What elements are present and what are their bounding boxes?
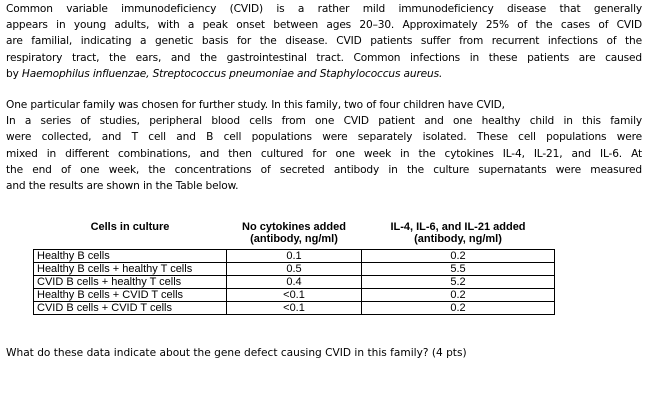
- cell-type: Healthy B cells + healthy T cells: [34, 263, 227, 276]
- table-row: [34, 276, 555, 289]
- study-line: mixed in different combinations, and then cultured for one week in the cytokines IL-4, IL-21, and IL-6. At: [6, 147, 642, 160]
- value-with-cytokines: 0.2: [362, 302, 555, 315]
- table-header-row: [34, 221, 555, 250]
- table-row: [34, 289, 555, 302]
- question-text: What do these data indicate about the gene defect causing CVID in this family? (4 pts): [6, 347, 467, 359]
- value-with-cytokines: 0.2: [362, 289, 555, 302]
- study-line: and the results are shown in the Table below.: [6, 180, 239, 193]
- cell-type: CVID B cells + healthy T cells: [34, 276, 227, 289]
- bacteria-species-names: Haemophilus influenzae, Streptococcus pneumoniae and Staphylococcus aureus.: [21, 67, 443, 80]
- study-line: the end of one week, the concentrations of secreted antibody in the culture supernatants were measured: [6, 163, 642, 176]
- intro-line: [6, 66, 642, 82]
- value-with-cytokines: 5.5: [362, 263, 555, 276]
- study-line: were collected, and T cell and B cell populations were separately isolated. These cell populations were: [6, 131, 642, 144]
- intro-line-prefix: by: [6, 67, 22, 80]
- intro-paragraph: [6, 1, 642, 82]
- table-row: [34, 263, 555, 276]
- value-no-cytokines: 0.1: [227, 250, 362, 263]
- intro-line: appears in young adults, with a peak onset between ages 20–30. Approximately 25% of the cases of CVID: [6, 19, 642, 32]
- value-no-cytokines: 0.5: [227, 263, 362, 276]
- intro-line: respiratory tract, the ears, and the gastrointestinal tract. Common infections in these patients are caused: [6, 51, 642, 64]
- intro-line: Common variable immunodeficiency (CVID) is a rather mild immunodeficiency disease that generally: [6, 3, 642, 15]
- study-line: One particular family was chosen for further study. In this family, two of four children have CVID,: [6, 99, 505, 111]
- value-no-cytokines: 0.4: [227, 276, 362, 289]
- cell-type: Healthy B cells: [34, 250, 227, 263]
- header-no-cytokines: No cytokines added (antibody, ng/ml): [242, 221, 346, 245]
- cell-type: CVID B cells + CVID T cells: [34, 302, 227, 315]
- table-row: [34, 250, 555, 263]
- intro-line: are familial, indicating a genetic basis for the disease. CVID patients suffer from recurrent infections of the: [6, 35, 642, 48]
- study-line: In a series of studies, peripheral blood cells from one CVID patient and one healthy child in this family: [6, 115, 642, 128]
- cell-type: Healthy B cells + CVID T cells: [34, 289, 227, 302]
- header-with-cytokines: IL-4, IL-6, and IL-21 added (antibody, ng/ml): [390, 221, 526, 245]
- value-no-cytokines: <0.1: [227, 289, 362, 302]
- value-with-cytokines: 0.2: [362, 250, 555, 263]
- header-cells-in-culture: Cells in culture: [90, 221, 170, 233]
- study-paragraph: [6, 97, 642, 194]
- value-with-cytokines: 5.2: [362, 276, 555, 289]
- value-no-cytokines: <0.1: [227, 302, 362, 315]
- table-row: [34, 302, 555, 315]
- antibody-results-table: [33, 221, 555, 315]
